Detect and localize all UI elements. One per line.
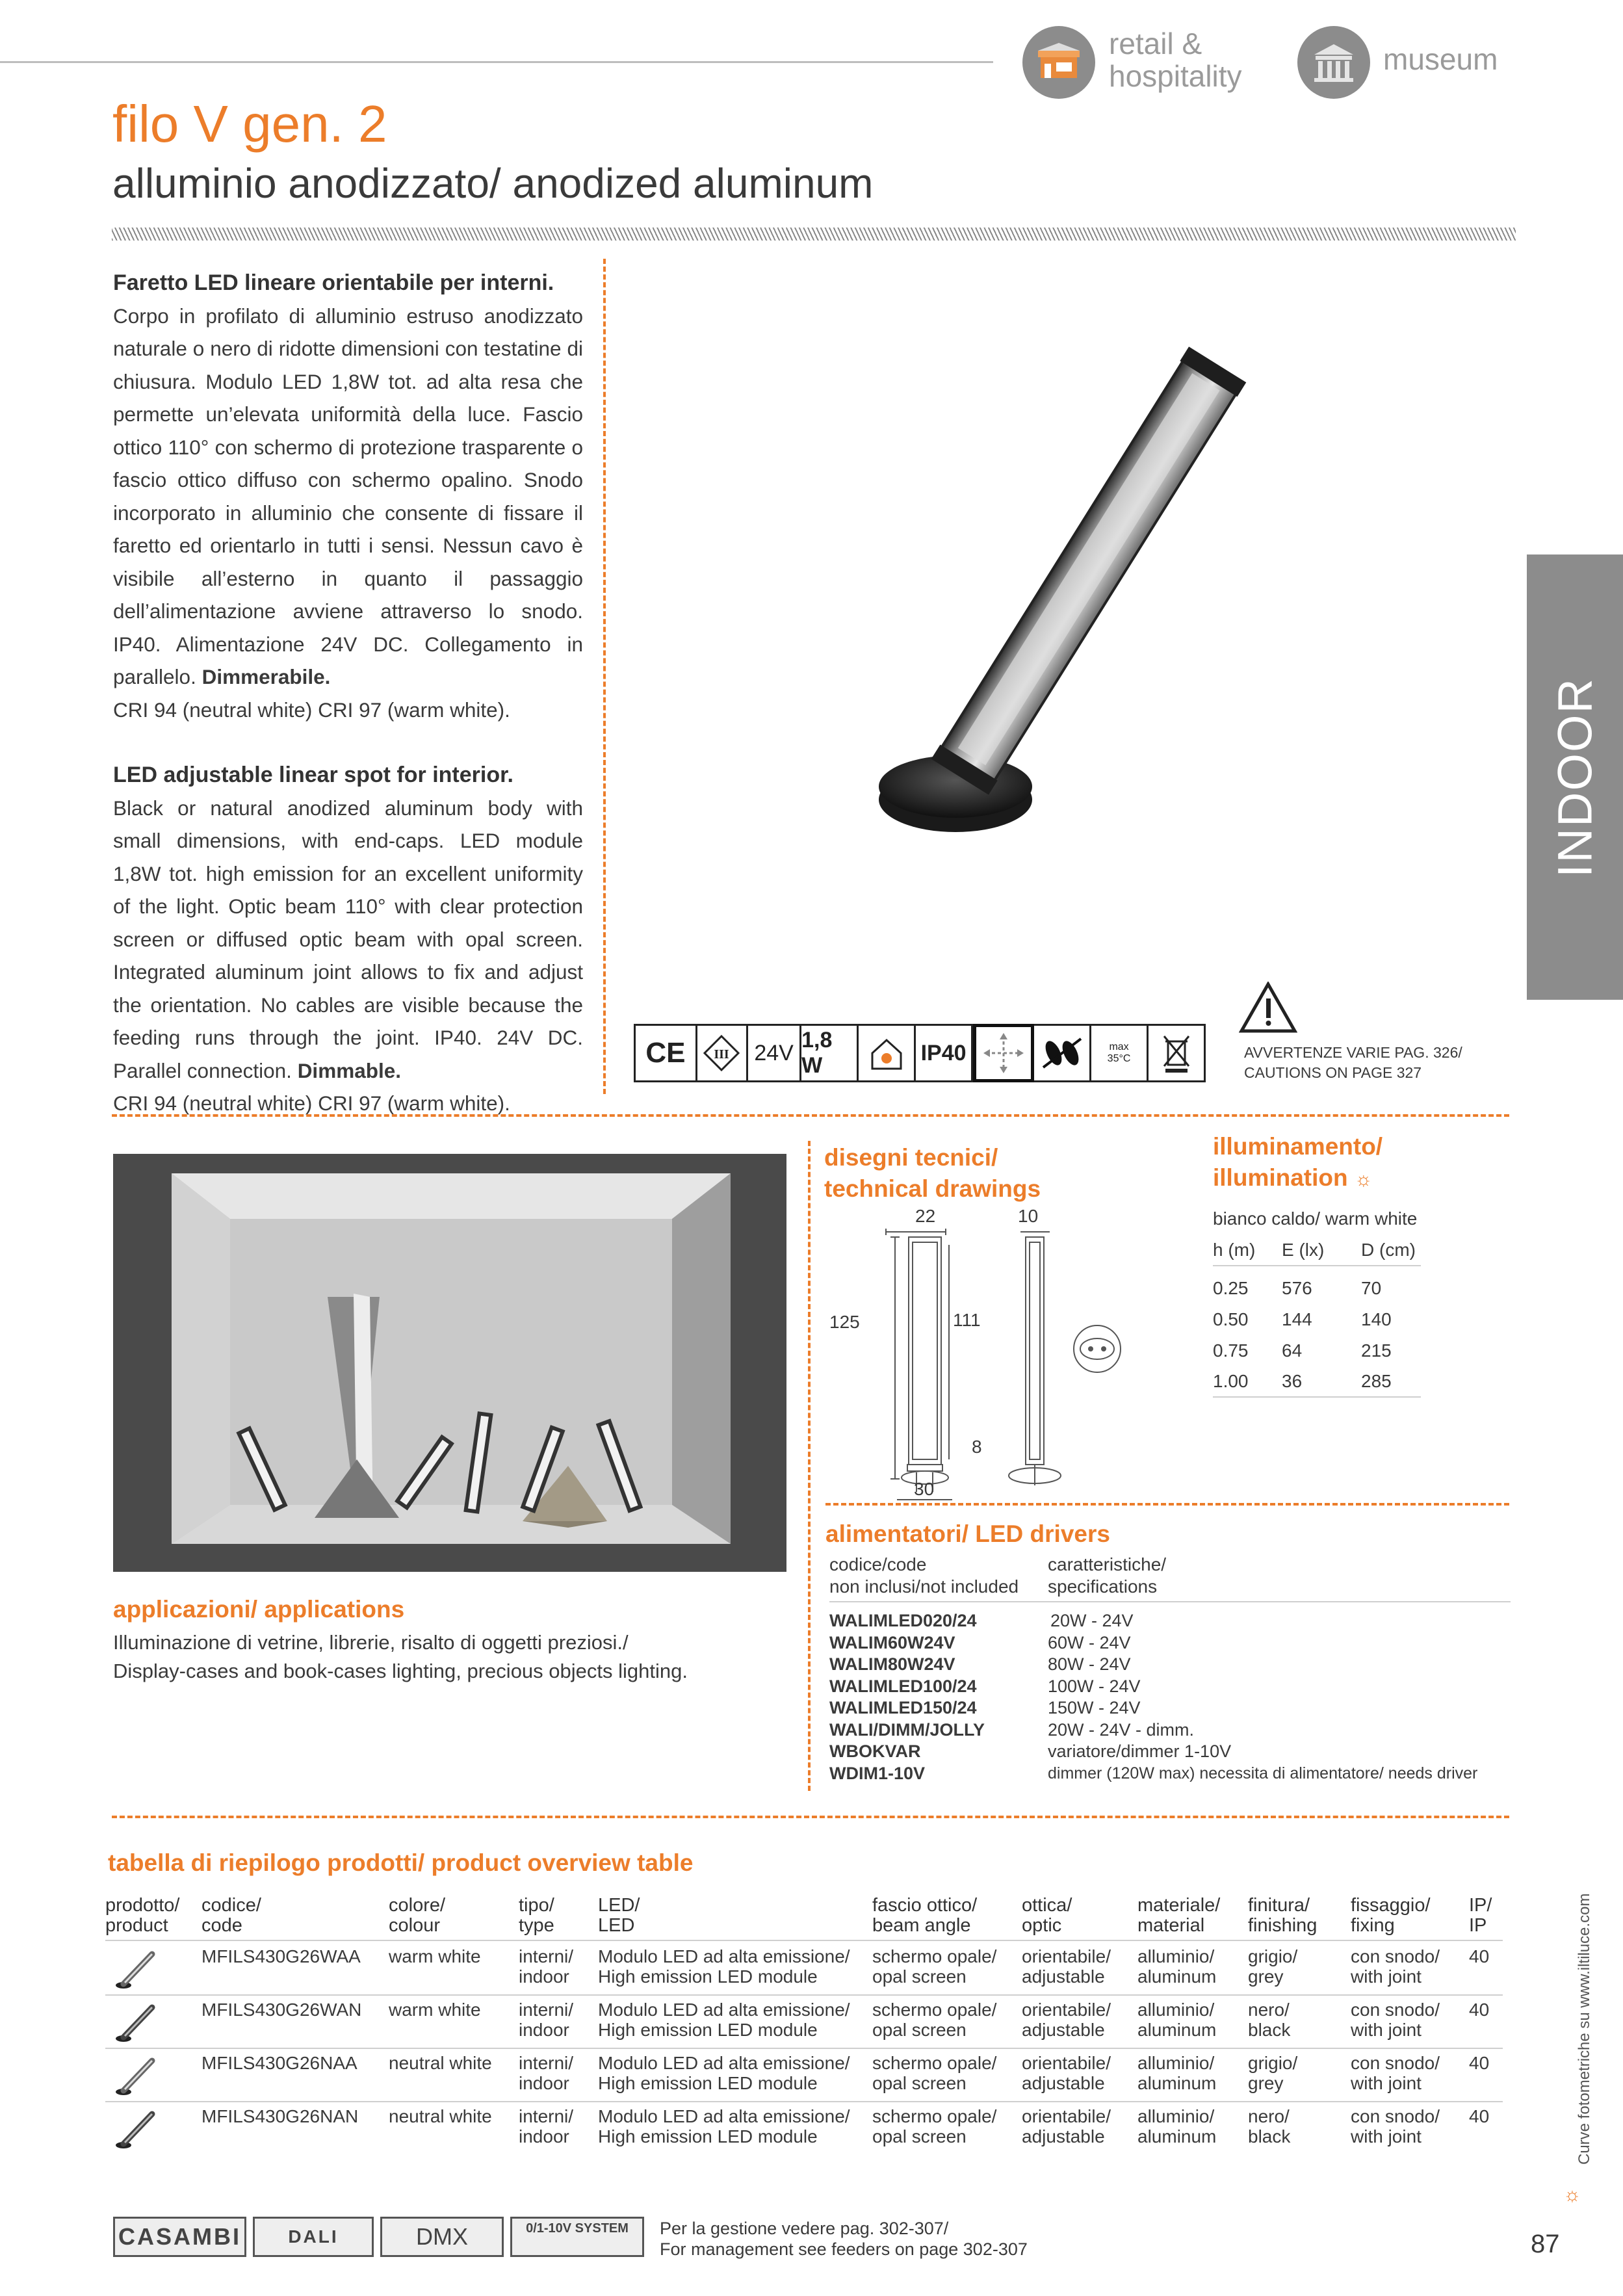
driver-spec: 20W - 24V - dimm. [1048, 1719, 1195, 1740]
col-code-en: code [201, 1915, 242, 1936]
product-thumbnail-icon [114, 2110, 160, 2152]
row-ip: 40 [1469, 2106, 1490, 2126]
description [113, 267, 583, 1120]
analog-dim-logo: 0/1-10V SYSTEM [510, 2217, 644, 2257]
driver-spec: dimmer (120W max) necessita di alimentatore/ needs driver [1048, 1764, 1478, 1782]
col-product-it: prodotto/ [105, 1895, 180, 1916]
driver-code: WALIMLED150/24 [829, 1698, 977, 1717]
description-en-head: LED adjustable linear spot for interior. [113, 763, 513, 787]
driver-spec: 150W - 24V [1048, 1698, 1141, 1717]
description-en-text: Black or natural anodized aluminum body with small dimensions, with end-caps. LED module 1,8W tot. high emission for an excellent uniformity of the light. Optic beam 110° with clear protection screen or diffused optic beam with opal screen. Integrated aluminum joint allows to fix and adjust the orientation. No cables are visible because the feeding runs through the joint. IP40. 24V DC. Parallel connection. [113, 796, 583, 1082]
class-iii-icon [697, 1024, 748, 1082]
indoor-tab [1527, 554, 1623, 1000]
description-it-head: Faretto LED lineare orientabile per interni. [113, 270, 554, 295]
illum-h: 0.25 [1213, 1278, 1249, 1298]
illum-d: 70 [1361, 1278, 1382, 1298]
row-beam [872, 2000, 996, 2040]
row-optic-it: orientabile/ [1022, 2053, 1111, 2073]
row-optic-en: adjustable [1022, 2020, 1105, 2040]
drivers-col1-header [829, 1554, 1019, 1598]
row-led [598, 2000, 850, 2040]
dim-base-h: 8 [972, 1437, 982, 1457]
application-photo [113, 1154, 786, 1572]
table-row [105, 1942, 1503, 1996]
row-finish-it: grigio/ [1248, 2053, 1298, 2073]
driver-row [829, 1610, 1511, 1632]
illumination-subtitle: bianco caldo/ warm white [1213, 1208, 1418, 1229]
illum-e: 64 [1282, 1340, 1303, 1361]
row-optic [1022, 2106, 1111, 2146]
row-material-it: alluminio/ [1137, 2106, 1215, 2126]
footer-note-line2: For management see feeders on page 302-307 [660, 2239, 1028, 2259]
row-colour: warm white [389, 2000, 481, 2020]
product-thumbnail-icon [114, 1950, 160, 1992]
sun-icon: ☼ [1563, 2184, 1581, 2206]
description-en-dimm: Dimmable. [297, 1058, 401, 1082]
section-divider-2 [112, 1816, 1509, 1818]
row-material [1137, 2000, 1216, 2040]
row-code: MFILS430G26NAA [201, 2053, 357, 2073]
applications-line2: Display-cases and book-cases lighting, precious objects lighting. [113, 1660, 688, 1682]
caution-line1: AVVERTENZE VARIE PAG. 326/ [1244, 1044, 1462, 1061]
col-finish-en: finishing [1248, 1915, 1318, 1936]
row-fixing-en: with joint [1351, 2073, 1422, 2093]
drivers-title: alimentatori/ LED drivers [825, 1520, 1110, 1547]
ce-mark-icon: CE [634, 1024, 697, 1082]
drawings-title [824, 1142, 1041, 1205]
col-finish [1248, 1896, 1317, 1936]
max-temp-label: max [1109, 1041, 1129, 1052]
illumination-title [1213, 1131, 1383, 1195]
driver-row [829, 1654, 1511, 1676]
driver-row [829, 1741, 1511, 1763]
table-row [105, 1996, 1503, 2049]
row-optic-en: adjustable [1022, 2126, 1105, 2146]
illum-h: 0.50 [1213, 1309, 1249, 1329]
row-beam-en: opal screen [872, 2126, 967, 2146]
col-beam-en: beam angle [872, 1915, 971, 1936]
footer-note-line1: Per la gestione vedere pag. 302-307/ [660, 2219, 949, 2238]
photometric-note[interactable]: Curve fotometriche su www.iltiluce.com [1576, 1893, 1593, 2165]
adjustable-arrows-icon [973, 1024, 1034, 1082]
row-material [1137, 2106, 1216, 2146]
col-ip-it: IP/ [1469, 1895, 1492, 1916]
row-fixing [1351, 1946, 1440, 1987]
col-beam-it: fascio ottico/ [872, 1895, 978, 1916]
walkover-icon [1034, 1024, 1091, 1082]
col-code [201, 1896, 261, 1936]
product-title: filo V gen. 2 [112, 95, 387, 153]
row-finish-it: grigio/ [1248, 1946, 1298, 1966]
col-type [519, 1896, 554, 1936]
row-led [598, 2053, 850, 2093]
row-finish-en: grey [1248, 2073, 1284, 2093]
section-divider-1 [112, 1114, 1509, 1117]
col-type-en: type [519, 1915, 554, 1936]
row-optic-it: orientabile/ [1022, 2106, 1111, 2126]
illum-header-e: E (lx) [1282, 1240, 1325, 1260]
illumination-title-line2 [1213, 1162, 1383, 1195]
drivers-col2-header [1048, 1554, 1166, 1598]
illumination-title-text: illumination [1213, 1164, 1348, 1191]
col-led [598, 1896, 640, 1936]
illum-header-h: h (m) [1213, 1240, 1256, 1260]
table-row [105, 2102, 1503, 2156]
row-led-it: Modulo LED ad alta emissione/ [598, 2106, 850, 2126]
row-fixing-it: con snodo/ [1351, 2053, 1440, 2073]
illum-d: 215 [1361, 1340, 1392, 1361]
product-photo [858, 280, 1352, 852]
row-material [1137, 1946, 1216, 1987]
indoor-house-icon [859, 1024, 916, 1082]
illumination-title-line1: illuminamento/ [1213, 1133, 1383, 1160]
col-material-en: material [1137, 1915, 1205, 1936]
max-temp-value: 35°C [1107, 1053, 1131, 1064]
row-ip: 40 [1469, 1946, 1490, 1966]
row-optic [1022, 1946, 1111, 1987]
row-beam-it: schermo opale/ [872, 2106, 997, 2126]
col-led-en: LED [598, 1915, 635, 1936]
driver-row [829, 1697, 1511, 1719]
museum-icon [1297, 26, 1370, 99]
footer-note [660, 2218, 1028, 2260]
driver-code: WALI/DIMM/JOLLY [829, 1719, 985, 1740]
drawings-title-line1: disegni tecnici/ [824, 1144, 998, 1171]
illumination-header-row [1213, 1235, 1421, 1266]
description-it-body [113, 300, 583, 694]
illum-row [1213, 1304, 1421, 1335]
description-divider [603, 259, 606, 1094]
max-temp-badge [1091, 1024, 1149, 1082]
row-optic-en: adjustable [1022, 1966, 1105, 1987]
segment-museum-label: museum [1383, 42, 1498, 76]
col-colour-en: colour [389, 1915, 440, 1936]
row-material-en: aluminum [1137, 2126, 1217, 2146]
row-type-en: indoor [519, 2126, 569, 2146]
weee-bin-icon [1149, 1024, 1206, 1082]
row-type [519, 2106, 573, 2146]
row-code: MFILS430G26NAN [201, 2106, 359, 2126]
row-beam-en: opal screen [872, 2073, 967, 2093]
row-material-en: aluminum [1137, 2020, 1217, 2040]
row-beam [872, 2106, 996, 2146]
description-it-text: Corpo in profilato di alluminio estruso anodizzato naturale o nero di ridotte dimensioni con testatine di chiusura. Modulo LED 1,8W tot. ad alta resa che permette un’elevata uniformità della luce. Fascio ottico 110° con schermo di protezione trasparente o fascio ottico diffuso con schermo opalino. Snodo incorporato in alluminio che consente di fissare il faretto ed orientarlo in tutti i sensi. Nessun cavo è visibile all’esterno in quanto il passaggio dell’alimentazione avviene attraverso lo snodo. IP40. Alimentazione 24V DC. Collegamento in parallelo. [113, 304, 583, 688]
illum-e: 144 [1282, 1309, 1312, 1329]
driver-spec: 20W - 24V [1050, 1611, 1134, 1630]
col-material-it: materiale/ [1137, 1895, 1221, 1916]
page-number: 87 [1531, 2230, 1560, 2258]
row-type-en: indoor [519, 2073, 569, 2093]
dmx-logo: DMX [380, 2217, 504, 2257]
row-fixing-en: with joint [1351, 2126, 1422, 2146]
applications-line1: Illuminazione di vetrine, librerie, risalto di oggetti preziosi./ [113, 1631, 629, 1654]
col-fixing-it: fissaggio/ [1351, 1895, 1431, 1916]
driver-code: WALIMLED100/24 [829, 1676, 977, 1696]
row-ip: 40 [1469, 2000, 1490, 2020]
col-ip-en: IP [1469, 1915, 1487, 1936]
driver-row [829, 1763, 1511, 1785]
driver-spec: 80W - 24V [1048, 1654, 1131, 1674]
col-product-en: product [105, 1915, 168, 1936]
row-type-en: indoor [519, 2020, 569, 2040]
dim-width: 22 [915, 1206, 936, 1226]
row-material-en: aluminum [1137, 1966, 1217, 1987]
col-material [1137, 1896, 1220, 1936]
row-fixing [1351, 2000, 1440, 2040]
row-code: MFILS430G26WAA [201, 1946, 361, 1966]
row-beam-en: opal screen [872, 1966, 967, 1987]
row-finish [1248, 2106, 1290, 2146]
overview-title: tabella di riepilogo prodotti/ product overview table [108, 1849, 694, 1876]
drawings-title-line2: technical drawings [824, 1175, 1041, 1202]
row-material [1137, 2053, 1216, 2093]
product-subtitle: alluminio anodizzato/ anodized aluminum [112, 160, 874, 207]
illum-row [1213, 1335, 1421, 1366]
row-type [519, 2053, 573, 2093]
row-led-en: High emission LED module [598, 1966, 818, 1987]
applications-title: applicazioni/ applications [113, 1596, 405, 1623]
col-fixing [1351, 1896, 1431, 1936]
sun-icon: ☼ [1354, 1169, 1373, 1190]
control-logos [113, 2217, 644, 2257]
row-led-en: High emission LED module [598, 2126, 818, 2146]
illum-row [1213, 1273, 1421, 1304]
drivers-col1-h2: non inclusi/not included [829, 1576, 1019, 1597]
row-material-en: aluminum [1137, 2073, 1217, 2093]
row-type [519, 1946, 573, 1987]
row-fixing-en: with joint [1351, 2020, 1422, 2040]
row-finish-en: black [1248, 2020, 1291, 2040]
row-type-it: interni/ [519, 2053, 574, 2073]
row-led [598, 2106, 850, 2146]
driver-code: WALIM80W24V [829, 1654, 955, 1674]
segment-retail-label: retail & hospitality [1109, 27, 1242, 93]
row-optic [1022, 2053, 1111, 2093]
driver-code: WBOKVAR [829, 1742, 921, 1761]
driver-code: WALIMLED020/24 [829, 1611, 977, 1630]
row-type-it: interni/ [519, 2000, 574, 2020]
row-finish [1248, 2053, 1297, 2093]
driver-row [829, 1676, 1511, 1698]
row-colour: neutral white [389, 2053, 492, 2073]
applications-text [113, 1628, 688, 1686]
indoor-tab-label: INDOOR [1548, 677, 1602, 878]
cert-strip [634, 1024, 1206, 1082]
driver-spec: 100W - 24V [1048, 1676, 1141, 1696]
row-beam-en: opal screen [872, 2020, 967, 2040]
row-colour: warm white [389, 1946, 481, 1966]
illum-row [1213, 1366, 1421, 1398]
illum-e: 576 [1282, 1278, 1312, 1298]
product-thumbnail-icon [114, 2003, 160, 2045]
col-finish-it: finitura/ [1248, 1895, 1310, 1916]
description-it-cri: CRI 94 (neutral white) CRI 97 (warm white). [113, 698, 510, 722]
col-colour-it: colore/ [389, 1895, 446, 1916]
drivers-col2-h2: specifications [1048, 1576, 1158, 1597]
col-optic-it: ottica/ [1022, 1895, 1072, 1916]
col-fixing-en: fixing [1351, 1915, 1395, 1936]
illum-h: 1.00 [1213, 1371, 1249, 1391]
row-fixing [1351, 2106, 1440, 2146]
row-beam-it: schermo opale/ [872, 1946, 997, 1966]
row-beam-it: schermo opale/ [872, 2053, 997, 2073]
top-rule [0, 61, 993, 63]
row-material-it: alluminio/ [1137, 1946, 1215, 1966]
row-code: MFILS430G26WAN [201, 2000, 362, 2020]
col-product [105, 1896, 179, 1936]
drivers-col2-h1: caratteristiche/ [1048, 1554, 1167, 1574]
dim-depth: 10 [1018, 1206, 1039, 1226]
warning-icon [1239, 982, 1297, 1034]
row-led-it: Modulo LED ad alta emissione/ [598, 2000, 850, 2020]
drawings-divider [808, 1141, 811, 1791]
col-code-it: codice/ [201, 1895, 261, 1916]
col-type-it: tipo/ [519, 1895, 554, 1916]
col-colour [389, 1896, 445, 1936]
drivers-divider [825, 1503, 1509, 1506]
illumination-table [1213, 1235, 1421, 1398]
row-optic-it: orientabile/ [1022, 1946, 1111, 1966]
technical-drawing [825, 1206, 1137, 1511]
power-badge: 1,8 W [801, 1024, 859, 1082]
illumination-rows [1213, 1266, 1421, 1398]
row-fixing [1351, 2053, 1440, 2093]
row-fixing-it: con snodo/ [1351, 2106, 1440, 2126]
row-finish-en: grey [1248, 1966, 1284, 1987]
ip40-badge: IP40 [916, 1024, 973, 1082]
description-en-cri: CRI 94 (neutral white) CRI 97 (warm white). [113, 1091, 510, 1115]
drivers-col1-h1: codice/code [829, 1554, 927, 1574]
dim-height: 125 [829, 1312, 860, 1332]
table-row [105, 2049, 1503, 2102]
col-optic-en: optic [1022, 1915, 1062, 1936]
row-beam [872, 1946, 996, 1987]
row-finish [1248, 2000, 1290, 2040]
row-finish-it: nero/ [1248, 2106, 1290, 2126]
drivers-table [829, 1601, 1511, 1784]
row-finish-en: black [1248, 2126, 1291, 2146]
row-type-it: interni/ [519, 1946, 574, 1966]
row-material-it: alluminio/ [1137, 2000, 1215, 2020]
row-type [519, 2000, 573, 2040]
row-led-it: Modulo LED ad alta emissione/ [598, 1946, 850, 1966]
illum-d: 285 [1361, 1371, 1392, 1391]
driver-code: WDIM1-10V [829, 1763, 926, 1783]
voltage-badge: 24V [748, 1024, 801, 1082]
casambi-logo: CASAMBI [113, 2217, 246, 2257]
illum-h: 0.75 [1213, 1340, 1249, 1361]
dim-base-w: 30 [914, 1479, 935, 1499]
row-led-it: Modulo LED ad alta emissione/ [598, 2053, 850, 2073]
class-iii-text: III [714, 1047, 730, 1062]
illum-d: 140 [1361, 1309, 1392, 1329]
row-ip: 40 [1469, 2053, 1490, 2073]
driver-spec: 60W - 24V [1048, 1632, 1131, 1652]
dali-logo: DALI [253, 2217, 374, 2257]
col-ip [1469, 1896, 1492, 1936]
overview-header-row [105, 1896, 1503, 1941]
row-beam-it: schermo opale/ [872, 2000, 997, 2020]
row-fixing-it: con snodo/ [1351, 2000, 1440, 2020]
illum-header-d: D (cm) [1361, 1240, 1416, 1260]
col-beam [872, 1896, 977, 1936]
col-optic [1022, 1896, 1072, 1936]
driver-row [829, 1632, 1511, 1654]
row-optic-en: adjustable [1022, 2073, 1105, 2093]
row-fixing-it: con snodo/ [1351, 1946, 1440, 1966]
caution-note [1244, 1043, 1462, 1083]
illum-e: 36 [1282, 1371, 1303, 1391]
row-beam [872, 2053, 996, 2093]
description-en-body [113, 792, 583, 1088]
driver-row [829, 1719, 1511, 1742]
row-finish [1248, 1946, 1297, 1987]
row-led [598, 1946, 850, 1987]
driver-code: WALIM60W24V [829, 1632, 955, 1652]
product-thumbnail-icon [114, 2057, 160, 2098]
hatch-rule [112, 228, 1516, 241]
row-optic [1022, 2000, 1111, 2040]
dim-body: 111 [953, 1310, 981, 1330]
row-fixing-en: with joint [1351, 1966, 1422, 1987]
row-led-en: High emission LED module [598, 2073, 818, 2093]
retail-icon [1022, 26, 1095, 99]
row-finish-it: nero/ [1248, 2000, 1290, 2020]
row-type-en: indoor [519, 1966, 569, 1987]
row-optic-it: orientabile/ [1022, 2000, 1111, 2020]
caution-line2: CAUTIONS ON PAGE 327 [1244, 1064, 1422, 1081]
row-type-it: interni/ [519, 2106, 574, 2126]
driver-spec: variatore/dimmer 1-10V [1048, 1742, 1232, 1761]
description-it-dimm: Dimmerabile. [201, 665, 331, 688]
row-colour: neutral white [389, 2106, 492, 2126]
col-led-it: LED/ [598, 1895, 640, 1916]
row-led-en: High emission LED module [598, 2020, 818, 2040]
row-material-it: alluminio/ [1137, 2053, 1215, 2073]
